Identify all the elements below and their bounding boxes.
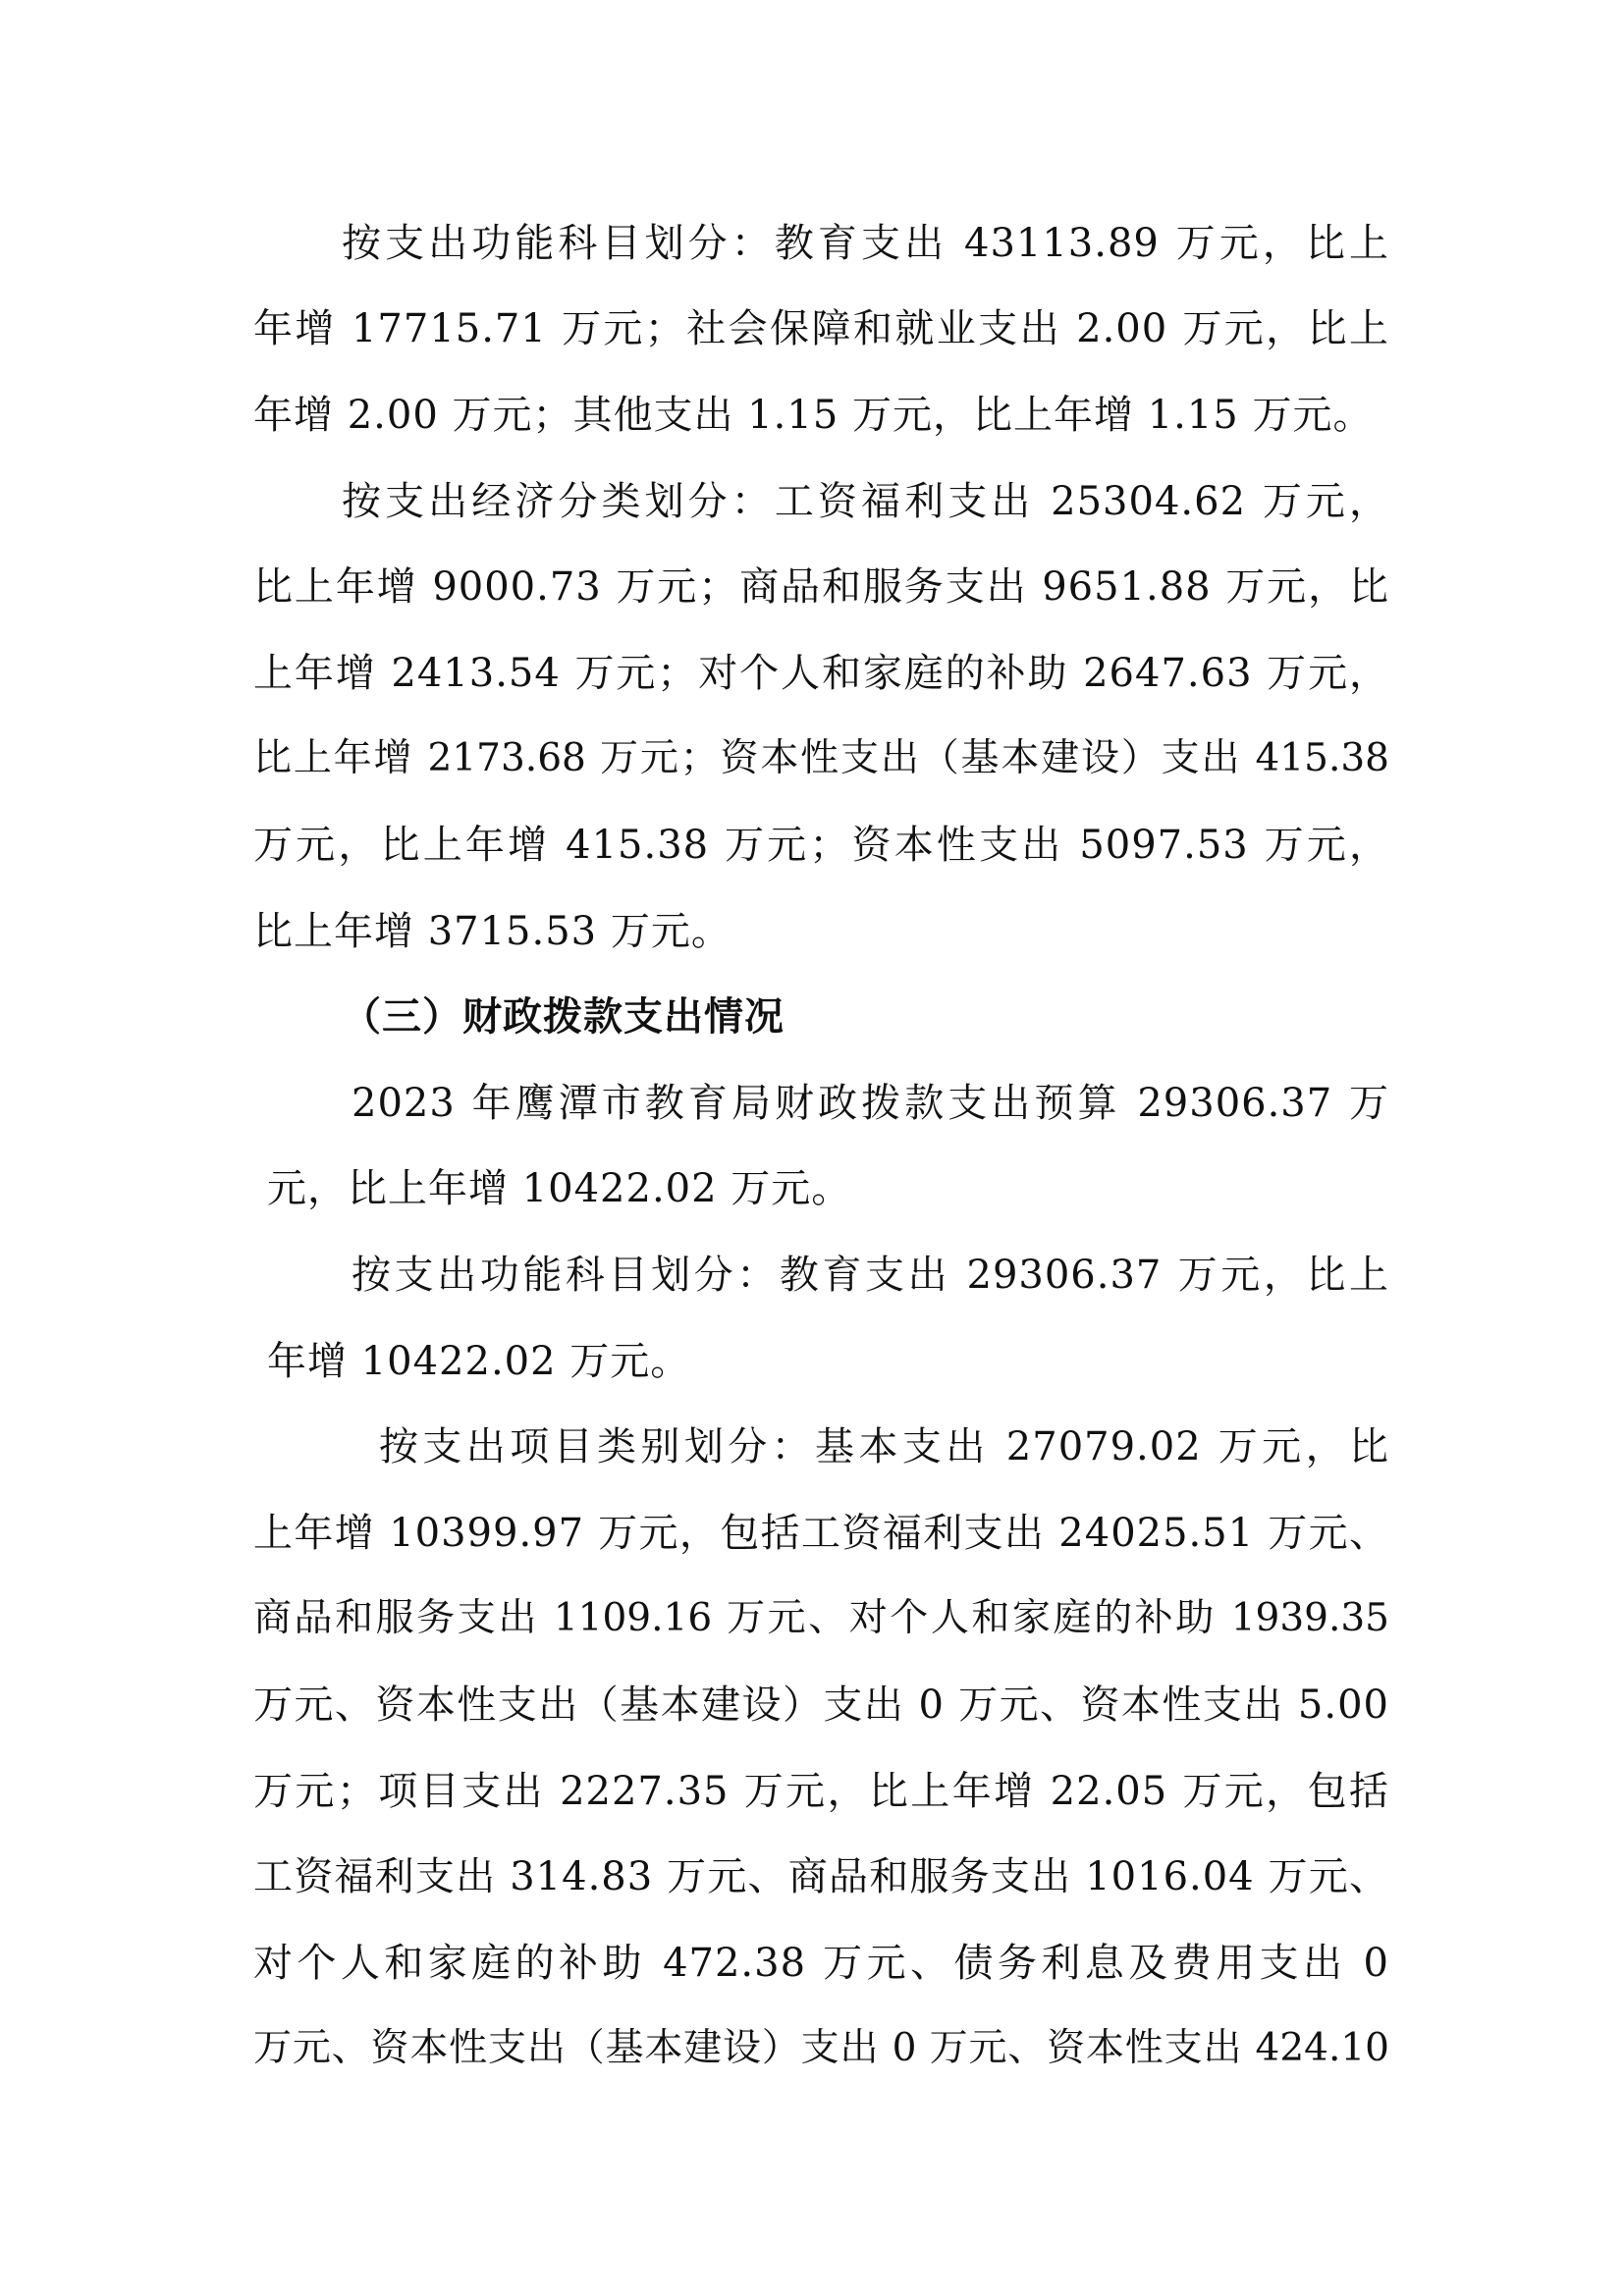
para3-line1: 2023 年鹰潭市教育局财政拨款支出预算 29306.37 万 xyxy=(352,1081,1389,1126)
para2-line2: 比上年增 9000.73 万元；商品和服务支出 9651.88 万元，比 xyxy=(253,564,1389,610)
para2-line4: 比上年增 2173.68 万元；资本性支出（基本建设）支出 415.38 xyxy=(253,736,1389,780)
para5-line1: 按支出项目类别划分：基本支出 27079.02 万元，比 xyxy=(379,1424,1389,1469)
para5-line5: 万元；项目支出 2227.35 万元，比上年增 22.05 万元，包括 xyxy=(253,1769,1389,1814)
para2-line3: 上年增 2413.54 万元；对个人和家庭的补助 2647.63 万元， xyxy=(253,651,1389,696)
para5-line6: 工资福利支出 314.83 万元、商品和服务支出 1016.04 万元、 xyxy=(253,1854,1389,1899)
para1-line3: 年增 2.00 万元；其他支出 1.15 万元，比上年增 1.15 万元。 xyxy=(253,393,1374,438)
para5-line8: 万元、资本性支出（基本建设）支出 0 万元、资本性支出 424.10 xyxy=(253,2026,1389,2070)
para5-line2: 上年增 10399.97 万元，包括工资福利支出 24025.51 万元、 xyxy=(253,1511,1389,1556)
para4-line2: 年增 10422.02 万元。 xyxy=(267,1339,691,1384)
para1-line2: 年增 17715.71 万元；社会保障和就业支出 2.00 万元，比上 xyxy=(253,306,1389,351)
section-heading: （三）财政拨款支出情况 xyxy=(342,994,785,1040)
para5-line3: 商品和服务支出 1109.16 万元、对个人和家庭的补助 1939.35 xyxy=(253,1596,1389,1640)
para2-line6: 比上年增 3715.53 万元。 xyxy=(253,909,731,954)
para1-line1: 按支出功能科目划分：教育支出 43113.89 万元，比上 xyxy=(342,221,1389,266)
para3-line2: 元，比上年增 10422.02 万元。 xyxy=(267,1166,852,1211)
para5-line4: 万元、资本性支出（基本建设）支出 0 万元、资本性支出 5.00 xyxy=(253,1682,1389,1728)
para2-line5: 万元，比上年增 415.38 万元；资本性支出 5097.53 万元， xyxy=(253,823,1389,868)
para4-line1: 按支出功能科目划分：教育支出 29306.37 万元，比上 xyxy=(352,1253,1389,1298)
para5-line7: 对个人和家庭的补助 472.38 万元、债务利息及费用支出 0 xyxy=(253,1941,1389,1986)
para2-line1: 按支出经济分类划分：工资福利支出 25304.62 万元， xyxy=(342,479,1389,524)
